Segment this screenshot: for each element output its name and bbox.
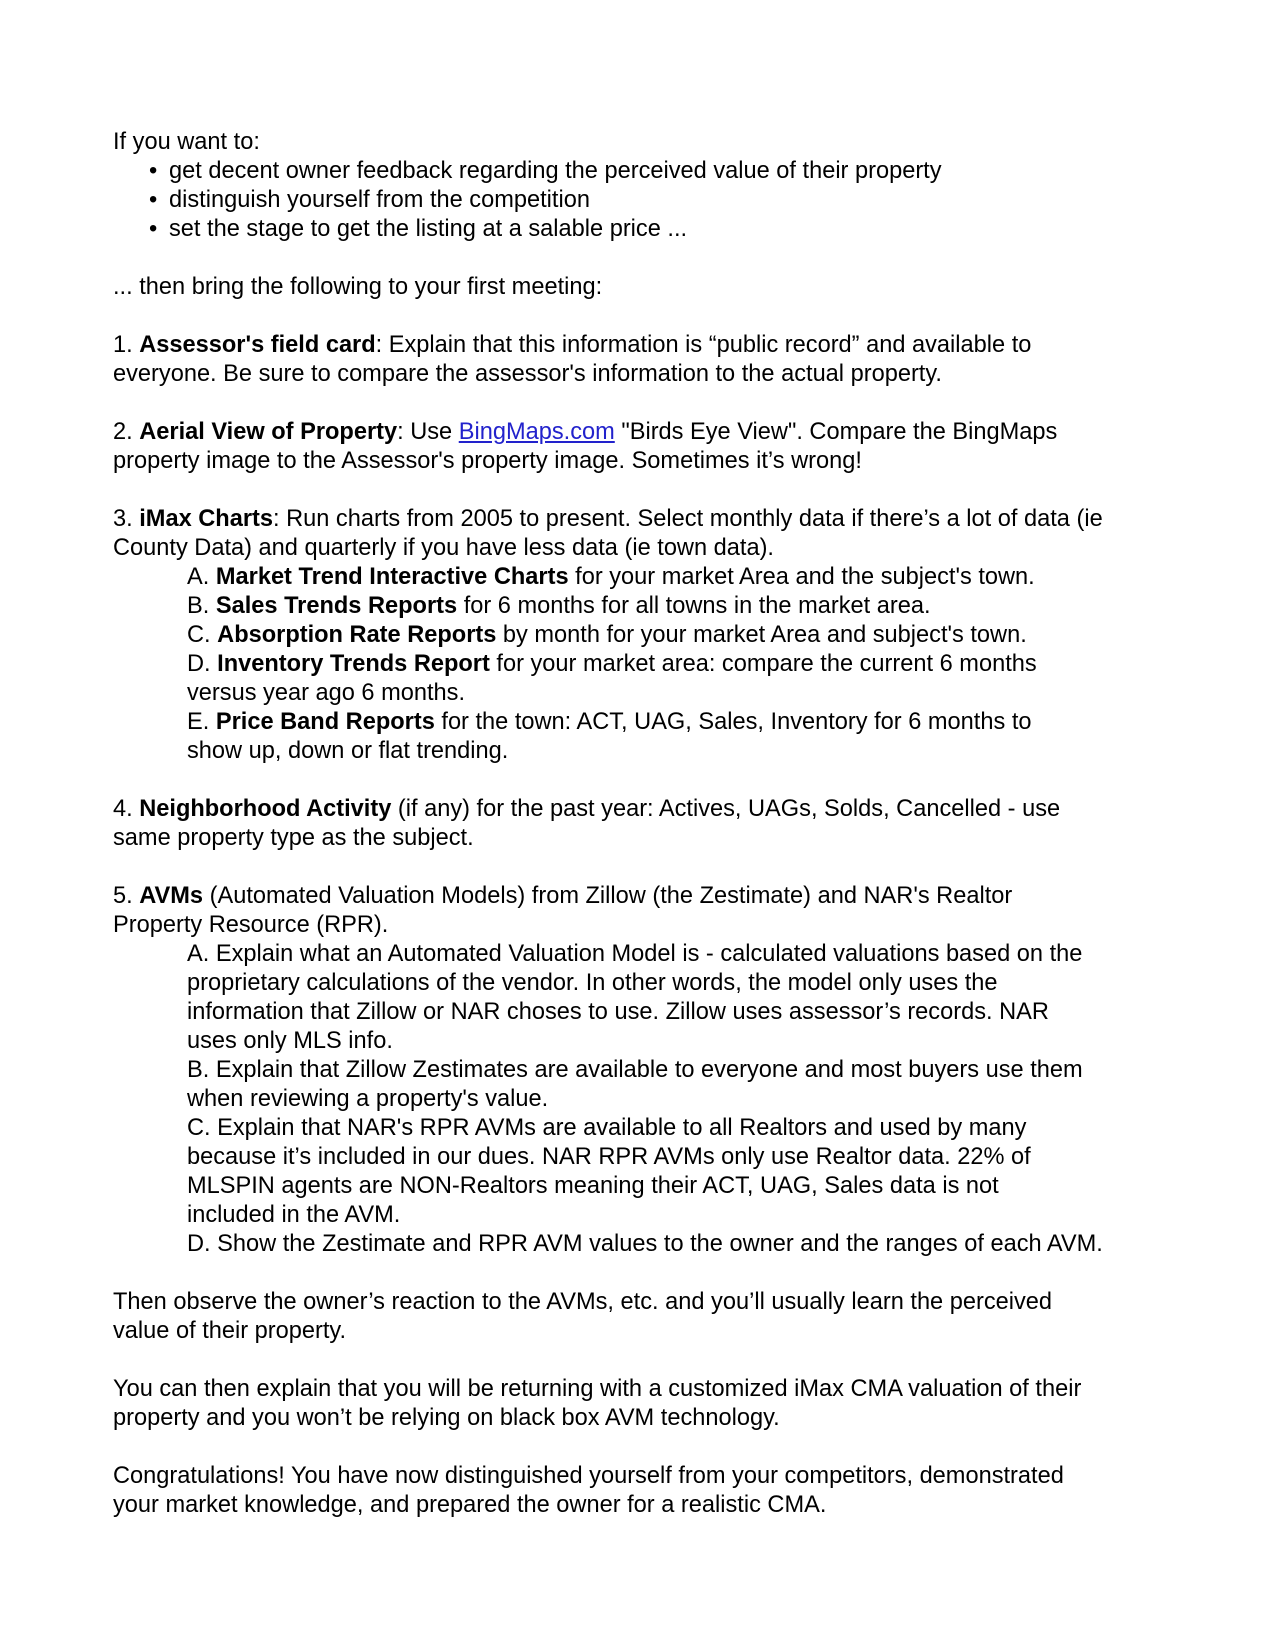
item3-sub-d: D. Inventory Trends Report for your market area: compare the current 6 months [187, 651, 1037, 677]
item2-line2: property image to the Assessor's property image. Sometimes it’s wrong! [113, 448, 862, 474]
bullet-item: • get decent owner feedback regarding the perceived value of their property [149, 158, 942, 184]
item1-line1: 1. Assessor's field card: Explain that this information is “public record” and available to [113, 332, 1032, 358]
item5-sub-line: when reviewing a property's value. [187, 1086, 549, 1112]
para3-line: Congratulations! You have now distinguished yourself from your competitors, demonstrated [113, 1463, 1064, 1489]
item5-line2: Property Resource (RPR). [113, 912, 389, 938]
item5-title: AVMs [139, 883, 204, 909]
item5-sub-line: C. Explain that NAR's RPR AVMs are available to all Realtors and used by many [187, 1115, 1027, 1141]
item5-sub-line: D. Show the Zestimate and RPR AVM values to the owner and the ranges of each AVM. [187, 1231, 1103, 1257]
item3-line2: County Data) and quarterly if you have less data (ie town data). [113, 535, 774, 561]
item5-sub-line: because it’s included in our dues. NAR RPR AVMs only use Realtor data. 22% of [187, 1144, 1031, 1170]
bullet-icon: • [149, 187, 158, 213]
item5-sub-line: proprietary calculations of the vendor. In other words, the model only uses the [187, 970, 998, 996]
bullet-icon: • [149, 158, 158, 184]
item5-sub-line: A. Explain what an Automated Valuation Model is - calculated valuations based on the [187, 941, 1083, 967]
item2-line1: 2. Aerial View of Property: Use BingMaps.com "Birds Eye View". Compare the BingMaps [113, 419, 1058, 445]
item4-line2: same property type as the subject. [113, 825, 474, 851]
para1-line: Then observe the owner’s reaction to the AVMs, etc. and you’ll usually learn the perceived [113, 1289, 1053, 1315]
then-bring-text: ... then bring the following to your first meeting: [113, 274, 603, 300]
intro-text: If you want to: [113, 129, 260, 155]
item5-line1: 5. AVMs (Automated Valuation Models) from Zillow (the Zestimate) and NAR's Realtor [113, 883, 1013, 909]
item3-sub-e: E. Price Band Reports for the town: ACT, UAG, Sales, Inventory for 6 months to [187, 709, 1032, 735]
item3-title: iMax Charts [139, 506, 273, 532]
item4-title: Neighborhood Activity [139, 796, 392, 822]
para1-line: value of their property. [113, 1318, 346, 1344]
para2-line: You can then explain that you will be returning with a customized iMax CMA valuation of their [113, 1376, 1082, 1402]
para3-line: your market knowledge, and prepared the owner for a realistic CMA. [113, 1492, 827, 1518]
document-page [113, 128, 1173, 1520]
item1-line2: everyone. Be sure to compare the assessor's information to the actual property. [113, 361, 942, 387]
item3-sub-b: B. Sales Trends Reports for 6 months for all towns in the market area. [187, 593, 931, 619]
item3-sub-a: A. Market Trend Interactive Charts for your market Area and the subject's town. [187, 564, 1035, 590]
item5-sub-line: B. Explain that Zillow Zestimates are available to everyone and most buyers use them [187, 1057, 1083, 1083]
item5-sub-line: uses only MLS info. [187, 1028, 393, 1054]
item2-title: Aerial View of Property [139, 419, 398, 445]
item4-line1: 4. Neighborhood Activity (if any) for the past year: Actives, UAGs, Solds, Cancelled - use [113, 796, 1061, 822]
bullet-item: • distinguish yourself from the competition [149, 187, 590, 213]
item3-sub-d-cont: versus year ago 6 months. [187, 680, 466, 706]
item5-sub-line: information that Zillow or NAR choses to use. Zillow uses assessor’s records. NAR [187, 999, 1049, 1025]
item1-title: Assessor's field card [139, 332, 376, 358]
item3-sub-e-cont: show up, down or flat trending. [187, 738, 509, 764]
bingmaps-link[interactable]: BingMaps.com [458, 419, 615, 445]
item5-sub-line: MLSPIN agents are NON-Realtors meaning their ACT, UAG, Sales data is not [187, 1173, 999, 1199]
bullet-item: • set the stage to get the listing at a salable price ... [149, 216, 688, 242]
item3-sub-c: C. Absorption Rate Reports by month for your market Area and subject's town. [187, 622, 1027, 648]
item3-line1: 3. iMax Charts: Run charts from 2005 to present. Select monthly data if there’s a lot of data (ie [113, 506, 1103, 532]
item5-sub-line: included in the AVM. [187, 1202, 401, 1228]
bullet-icon: • [149, 216, 158, 242]
para2-line: property and you won’t be relying on black box AVM technology. [113, 1405, 780, 1431]
